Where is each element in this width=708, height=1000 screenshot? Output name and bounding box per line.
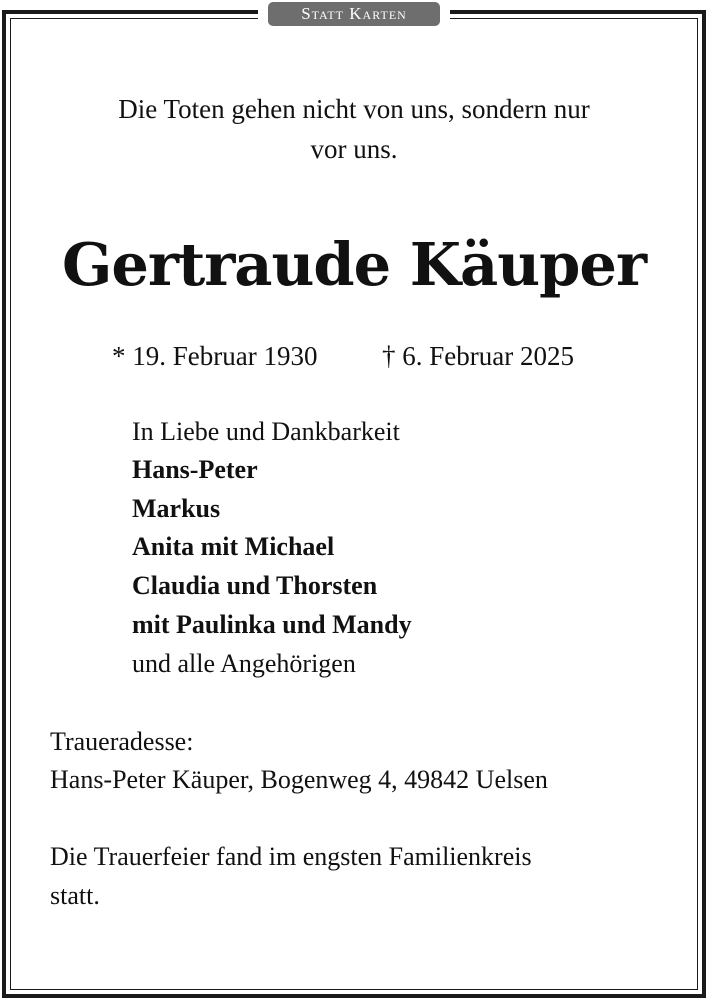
- notice-line-2: statt.: [50, 881, 100, 910]
- death-date: † 6. Februar 2025: [382, 341, 574, 371]
- deceased-name: Gertraude Käuper: [61, 230, 647, 299]
- birth-date: * 19. Februar 1930: [112, 341, 318, 371]
- notice-line-1: Die Trauerfeier fand im engsten Familienkreis: [50, 842, 532, 871]
- mourner-name: Markus: [132, 494, 221, 523]
- mourner-name: Claudia und Thorsten: [132, 571, 378, 600]
- statt-karten-badge: Statt Karten: [268, 2, 440, 26]
- motto-line-1: Die Toten gehen nicht von uns, sondern nur: [118, 94, 590, 124]
- mourner-name: mit Paulinka und Mandy: [132, 610, 412, 639]
- motto-line-2: vor uns.: [310, 134, 398, 164]
- mourner-name: Anita mit Michael: [132, 532, 335, 561]
- address-label: Traueradesse:: [50, 727, 194, 756]
- mourners-intro: In Liebe und Dankbarkeit: [132, 417, 400, 446]
- mourners-closing: und alle Angehörigen: [132, 649, 356, 678]
- mourner-name: Hans-Peter: [132, 455, 258, 484]
- address-value: Hans-Peter Käuper, Bogenweg 4, 49842 Uelsen: [50, 765, 548, 794]
